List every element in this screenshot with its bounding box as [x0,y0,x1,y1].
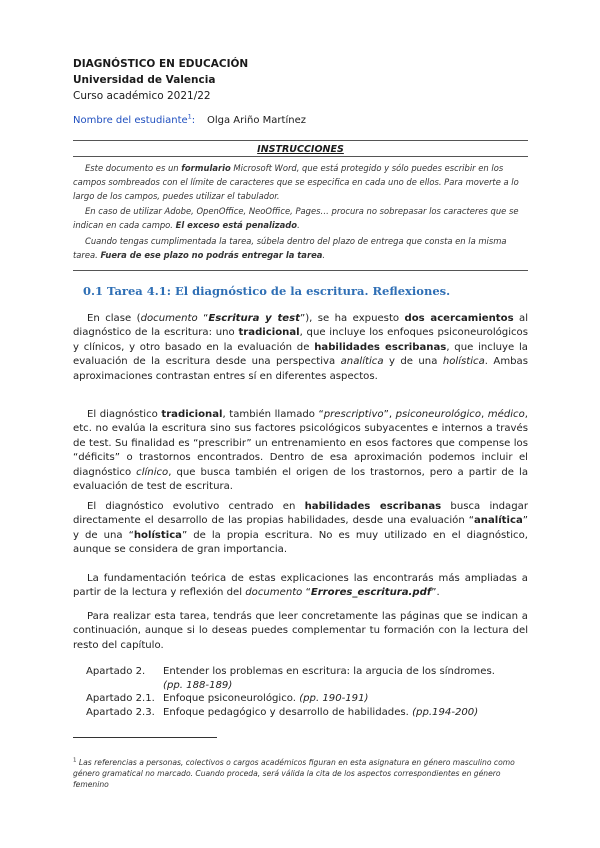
student-name-field[interactable]: Olga Ariño Martínez [207,115,306,126]
footnote-ref[interactable]: 1 [187,112,192,121]
header-course: Curso académico 2021/22 [73,90,211,102]
divider-instructions-bottom [73,270,528,271]
apartado-pages: (pp.194-200) [412,707,479,718]
footnote-number: 1 [73,757,77,764]
header-title: DIAGNÓSTICO EN EDUCACIÓN [73,58,249,70]
apartado-item: Apartado 2.1. Enfoque psiconeurológico. (pp. 190-191) [86,693,369,704]
body-paragraph-3: El diagnóstico evolutivo centrado en habilidades escribanas busca indagar directamente el desarrollo de las propias habilidades, desde una evaluación “analítica” y de una “holística” de la propia escritura. No es muy utilizado en el diagnóstico, aunque se considera de gran importancia. [73,501,528,556]
student-name-row [73,112,306,128]
instructions-paragraph-3: Cuando tengas cumplimentada la tarea, súbela dentro del plazo de entrega que consta en la misma tarea. Fuera de ese plazo no podrás entregar la tarea. [73,236,507,260]
instructions-title: INSTRUCCIONES [257,144,344,155]
apartado-pages: (pp. 190-191) [299,693,369,704]
body-paragraph-5: Para realizar esta tarea, tendrás que leer concretamente las páginas que se indican a continuación, aunque si lo deseas puedes complementar tu formación con la lectura del resto del capítulo. [73,611,528,651]
divider-instructions-title [73,156,528,157]
body-paragraph-2: El diagnóstico tradicional, también llamado “prescriptivo”, psiconeurológico, médico, etc. no evalúa la escritura sino sus factores psicológicos subyacentes e internos a través de test. Su finalidad es “prescribir” un entrenamiento en esos factores que compense los “déficits” o trastornos encontrados. Dentro de esa aproximación podemos incluir el diagnóstico clínico, que busca también el origen de los trastornos, pero a partir de la evaluación de test de escritura. [73,409,528,493]
body-paragraph-1: En clase (documento “Escritura y test”), se ha expuesto dos acercamientos al diagnóstico de la escritura: uno tradicional, que incluye los enfoques psiconeurológicos y clínicos, y otro basado en la evaluación de habilidades escribanas, que incluye la evaluación de la escritura desde una perspectiva analítica y de una holística. Ambas aproximaciones contrastan entres sí en diferentes aspectos. [73,313,529,382]
student-name-label: Nombre del estudiante [73,115,188,126]
document-header [73,56,248,104]
instructions-paragraph-2: En caso de utilizar Adobe, OpenOffice, NeoOffice, Pages… procura no sobrepasar los caracteres que se indican en cada campo. El exceso está penalizado. [73,206,519,230]
section-title: 0.1 Tarea 4.1: El diagnóstico de la escritura. Reflexiones. [83,284,451,298]
divider-top [73,140,528,141]
instructions-paragraph-1: Este documento es un formulario Microsoft Word, que está protegido y sólo puedes escribir en los campos sombreados con el límite de caracteres que se especifica en cada uno de ellos. Para moverte a lo largo de los campos, puedes utilizar el tabulador. [73,163,519,201]
footnote-text: Las referencias a personas, colectivos o cargos académicos figuran en esta asignatura en género masculino como género gramatical no marcado. Cuando proceda, será válida la cita de los aspectos correspondientes en género femenino [73,758,515,789]
body-paragraph-4: La fundamentación teórica de estas explicaciones las encontrarás más ampliadas a partir de la lectura y reflexión del documento “Errores_escritura.pdf”. [73,573,528,599]
apartado-item: Apartado 2. Entender los problemas en escritura: la argucia de los síndromes. (pp. 188-189) [86,665,495,694]
footnote-separator [73,737,217,738]
header-university: Universidad de Valencia [73,74,216,86]
footnote [73,757,528,790]
apartado-item: Apartado 2.3. Enfoque pedagógico y desarrollo de habilidades. (pp.194-200) [86,707,479,718]
apartado-pages: (pp. 188-189) [163,680,233,692]
student-label-colon: : [191,115,196,126]
